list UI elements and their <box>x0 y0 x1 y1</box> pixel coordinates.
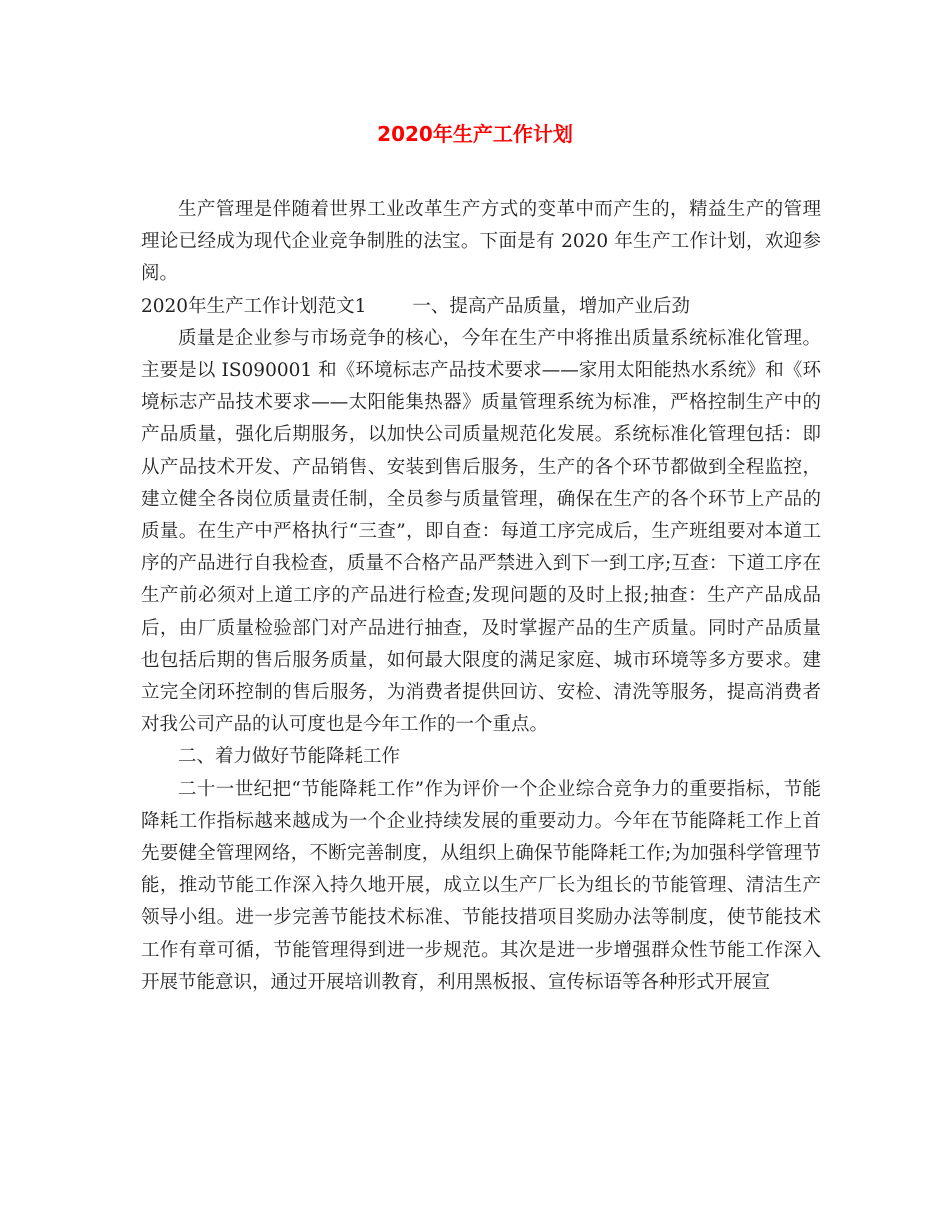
intro-paragraph: 生产管理是伴随着世界工业改革生产方式的变革中而产生的，精益生产的管理理论已经成为现代企业竞争制胜的法宝。下面是有 2020 年生产工作计划，欢迎参阅。 <box>141 199 821 285</box>
document-title: 2020年生产工作计划 <box>377 122 573 146</box>
document-body <box>141 194 821 999</box>
section2-heading: 二、着力做好节能降耗工作 <box>178 746 401 768</box>
sample-heading: 2020年生产工作计划范文1 <box>141 295 367 317</box>
section1-paragraph: 质量是企业参与市场竞争的核心，今年在生产中将推出质量系统标准化管理。主要是以 IS090001 和《环境标志产品技术要求——家用太阳能热水系统》和《环境标志产品技术要求——太阳能集热器》质量管理系统为标准，严格控制生产中的产品质量，强化后期服务，以加快公司质量规范化发展。系统标准化管理包括：即从产品技术开发、产品销售、安装到售后服务，生产的各个环节都做到全程监控，建立健全各岗位质量责任制，全员参与质量管理，确保在生产的各个环节上产品的质量。在生产中严格执行“三查”，即自查：每道工序完成后，生产班组要对本道工序的产品进行自我检查，质量不合格产品严禁进入到下一到工序;互查：下道工序在生产前必须对上道工序的产品进行检查;发现问题的及时上报;抽查：生产产品成品后，由厂质量检验部门对产品进行抽查，及时掌握产品的生产质量。同时产品质量也包括后期的售后服务质量，如何最大限度的满足家庭、城市环境等多方要求。建立完全闭环控制的售后服务，为消费者提供回访、安检、清洗等服务，提高消费者对我公司产品的认可度也是今年工作的一个重点。 <box>141 327 821 736</box>
sample-heading-line <box>141 291 821 323</box>
section1-heading: 一、提高产品质量，增加产业后劲 <box>412 295 690 317</box>
section2-paragraph: 二十一世纪把“节能降耗工作”作为评价一个企业综合竞争力的重要指标，节能降耗工作指标越来越成为一个企业持续发展的重要动力。今年在节能降耗工作上首先要健全管理网络，不断完善制度，从组织上确保节能降耗工作;为加强科学管理节能，推动节能工作深入持久地开展，成立以生产厂长为组长的节能管理、清洁生产领导小组。进一步完善节能技术标准、节能技措项目奖励办法等制度，使节能技术工作有章可循，节能管理得到进一步规范。其次是进一步增强群众性节能工作深入开展节能意识，通过开展培训教育，利用黑板报、宣传标语等各种形式开展宣 <box>141 778 821 993</box>
